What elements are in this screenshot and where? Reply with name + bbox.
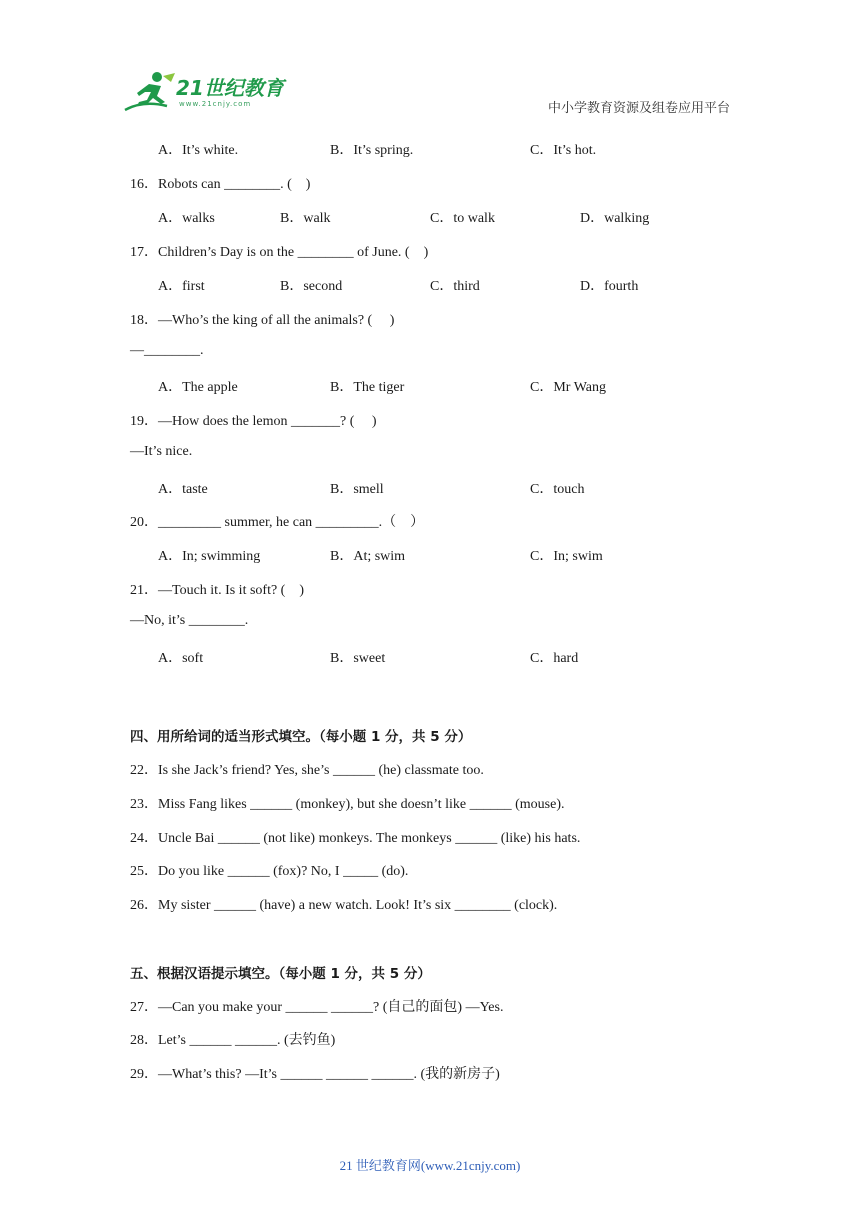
q17-option-b: B．second xyxy=(280,279,343,294)
logo xyxy=(123,70,293,116)
question-25: 25．Do you like ______ (fox)? No, I _____ (do). xyxy=(130,864,409,879)
q19-reply: —It’s nice. xyxy=(130,444,193,459)
q20-option-a: A．In; swimming xyxy=(158,549,261,564)
q16-stem: 16．Robots can ________. ( ) xyxy=(130,177,311,192)
question-26: 26．My sister ______ (have) a new watch. Look! It’s six ________ (clock). xyxy=(130,898,558,913)
q16-option-c: C．to walk xyxy=(430,211,495,226)
question-29: 29．—What’s this? —It’s ______ ______ ______. (我的新房子) xyxy=(130,1067,500,1082)
logo-text: 21世纪教育 xyxy=(176,76,284,100)
q21-stem: 21．—Touch it. Is it soft? ( ) xyxy=(130,583,304,598)
question-28: 28．Let’s ______ ______. (去钓鱼) xyxy=(130,1033,336,1048)
q19-option-c: C．touch xyxy=(530,482,585,497)
q19-option-b: B．smell xyxy=(330,482,384,497)
question-23: 23．Miss Fang likes ______ (monkey), but she doesn’t like ______ (mouse). xyxy=(130,797,565,812)
q21-option-a: A．soft xyxy=(158,651,204,666)
q16-option-b: B．walk xyxy=(280,211,331,226)
q15-option-a: A．It’s white. xyxy=(158,143,239,158)
page-header xyxy=(0,0,860,125)
platform-label: 中小学教育资源及组卷应用平台 xyxy=(548,101,731,116)
runner-logo-icon xyxy=(123,70,179,116)
q15-option-b: B．It’s spring. xyxy=(330,143,414,158)
q19-stem: 19．—How does the lemon _______? ( ) xyxy=(130,414,377,429)
q18-option-b: B．The tiger xyxy=(330,380,405,395)
q17-option-d: D．fourth xyxy=(580,279,639,294)
question-24: 24．Uncle Bai ______ (not like) monkeys. The monkeys ______ (like) his hats. xyxy=(130,831,581,846)
q16-option-d: D．walking xyxy=(580,211,650,226)
q21-option-c: C．hard xyxy=(530,651,579,666)
q20-stem: 20．_________ summer, he can _________.（ ） xyxy=(130,515,425,530)
q18-reply: —________. xyxy=(130,343,204,358)
q17-option-a: A．first xyxy=(158,279,205,294)
section-4-title: 四、用所给词的适当形式填空。（每小题 1 分，共 5 分） xyxy=(130,729,472,745)
q18-option-a: A．The apple xyxy=(158,380,238,395)
footer-link[interactable]: 21 世纪教育网(www.21cnjy.com) xyxy=(339,1158,521,1173)
q20-option-b: B．At; swim xyxy=(330,549,406,564)
q18-stem: 18．—Who’s the king of all the animals? ( ) xyxy=(130,313,395,328)
section-5-title: 五、根据汉语提示填空。（每小题 1 分，共 5 分） xyxy=(130,966,431,982)
q15-option-c: C．It’s hot. xyxy=(530,143,597,158)
q18-option-c: C．Mr Wang xyxy=(530,380,607,395)
q16-option-a: A．walks xyxy=(158,211,215,226)
logo-url: www.21cnjy.com xyxy=(179,100,252,108)
question-27: 27．—Can you make your ______ ______? (自己的面包) —Yes. xyxy=(130,1000,504,1015)
q20-option-c: C．In; swim xyxy=(530,549,603,564)
q19-option-a: A．taste xyxy=(158,482,208,497)
question-22: 22．Is she Jack’s friend? Yes, she’s ______ (he) classmate too. xyxy=(130,763,484,778)
q21-reply: —No, it’s ________. xyxy=(130,613,249,628)
q17-option-c: C．third xyxy=(430,279,480,294)
q17-stem: 17．Children’s Day is on the ________ of June. ( ) xyxy=(130,245,429,260)
q21-option-b: B．sweet xyxy=(330,651,386,666)
